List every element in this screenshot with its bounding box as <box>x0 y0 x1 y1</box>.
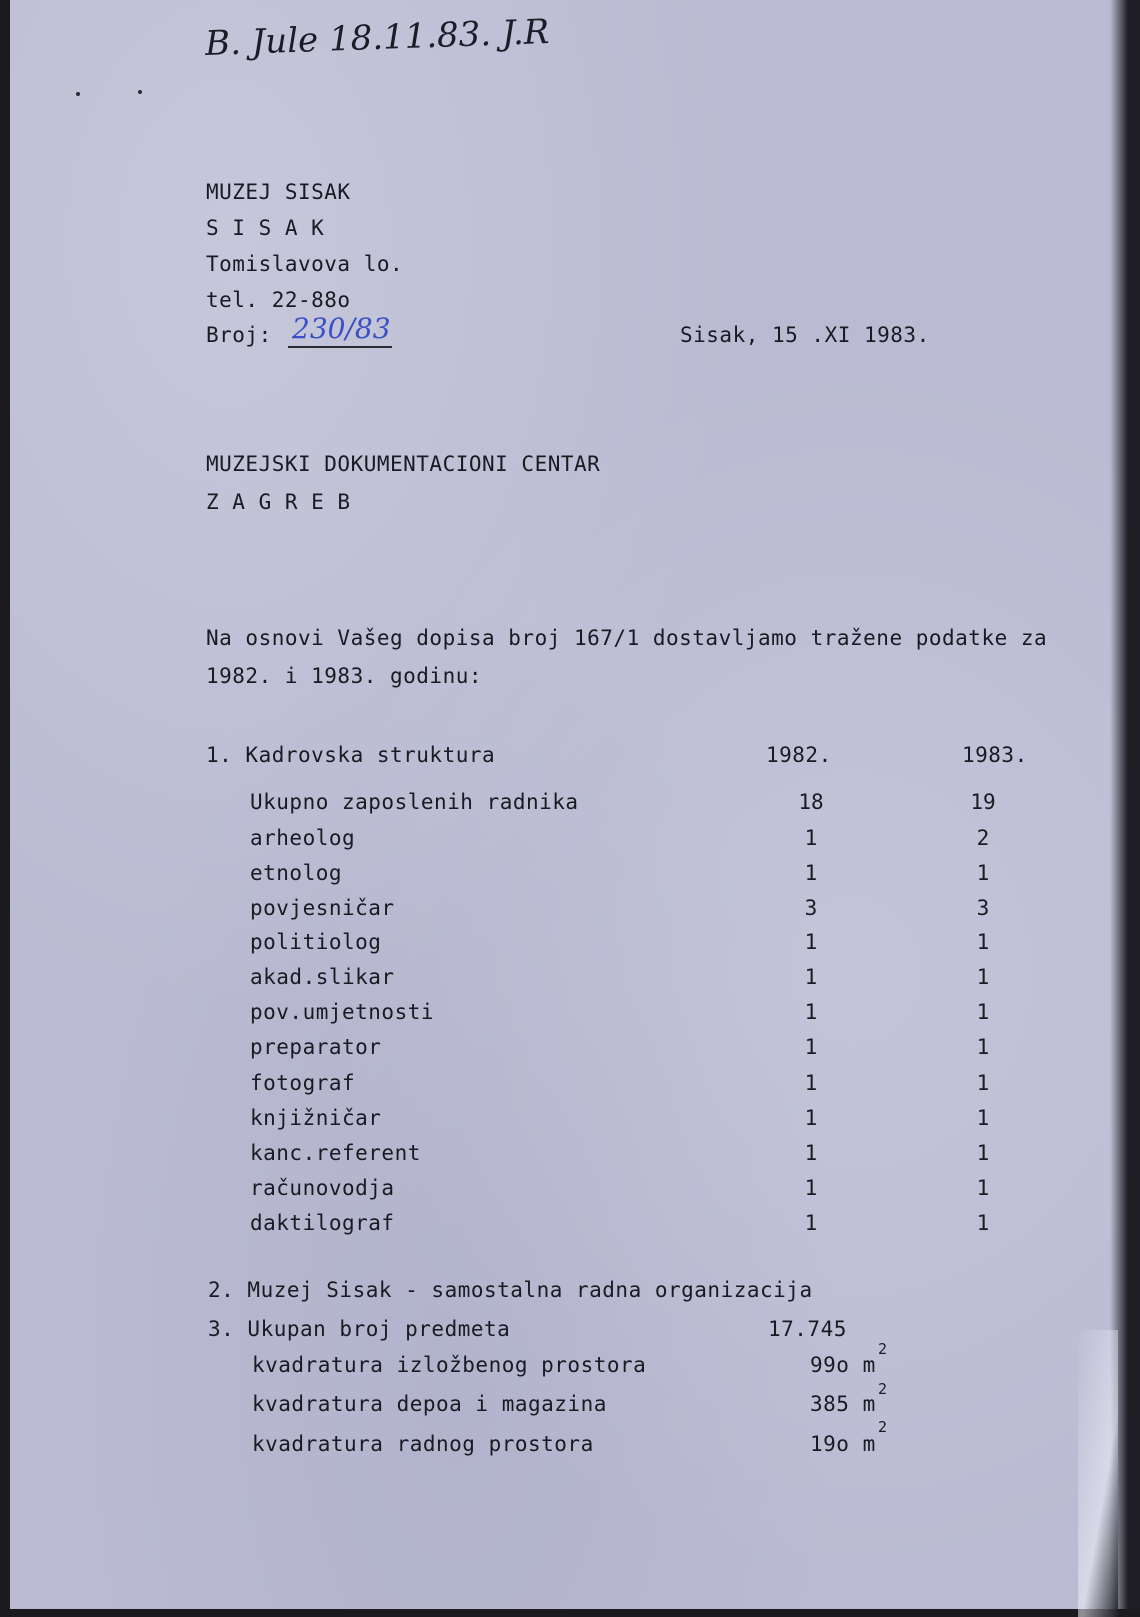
value-1983: 2 <box>976 826 990 850</box>
value-1983: 3 <box>976 896 990 920</box>
recipient-city: Z A G R E B <box>206 490 351 514</box>
punch-mark <box>76 92 80 96</box>
total-items: 17.745 <box>768 1317 847 1341</box>
handwritten-note: B. Jule 18.11.83. J.R <box>204 12 550 64</box>
reference-label: Broj: <box>206 323 272 347</box>
punch-mark <box>138 90 142 94</box>
value-1982: 1 <box>804 1141 818 1165</box>
superscript-2: 2 <box>878 1380 888 1398</box>
value-1982: 1 <box>804 1071 818 1095</box>
area-value: 385 m <box>810 1392 876 1416</box>
row-label: kanc.referent <box>250 1141 421 1165</box>
sender-name: MUZEJ SISAK <box>206 180 351 204</box>
row-label: povjesničar <box>250 896 395 920</box>
year-1982-header: 1982. <box>766 743 832 767</box>
value-1983: 1 <box>976 861 990 885</box>
value-1983: 1 <box>976 1000 990 1024</box>
row-label: preparator <box>250 1035 382 1059</box>
value-1982: 3 <box>804 896 818 920</box>
sender-city: S I S A K <box>206 216 325 240</box>
row-label: fotograf <box>250 1071 356 1095</box>
recipient-name: MUZEJSKI DOKUMENTACIONI CENTAR <box>206 452 601 476</box>
section2-text: 2. Muzej Sisak - samostalna radna organizacija <box>208 1278 813 1302</box>
row-label: arheolog <box>250 826 356 850</box>
area-label: kvadratura izložbenog prostora <box>252 1353 647 1377</box>
scan-edge-left <box>0 0 10 1617</box>
sender-phone: tel. 22-88o <box>206 288 351 312</box>
row-label: knjižničar <box>250 1106 382 1130</box>
letter-date: Sisak, 15 .XI 1983. <box>680 323 930 347</box>
row-label: akad.slikar <box>250 965 395 989</box>
area-label: kvadratura radnog prostora <box>252 1432 594 1456</box>
row-label: računovodja <box>250 1176 395 1200</box>
value-1982: 1 <box>804 1106 818 1130</box>
sender-street: Tomislavova lo. <box>206 252 404 276</box>
value-1982: 1 <box>804 1211 818 1235</box>
value-1982: 1 <box>804 1035 818 1059</box>
value-1983: 19 <box>970 790 996 814</box>
value-1982: 1 <box>804 930 818 954</box>
area-label: kvadratura depoa i magazina <box>252 1392 607 1416</box>
reference-number: 230/83 <box>292 312 391 345</box>
reference-underline <box>288 346 392 348</box>
area-value: 19o m <box>810 1432 876 1456</box>
row-label: etnolog <box>250 861 343 885</box>
row-label: politiolog <box>250 930 382 954</box>
value-1982: 1 <box>804 826 818 850</box>
value-1983: 1 <box>976 1141 990 1165</box>
intro-line-1: Na osnovi Vašeg dopisa broj 167/1 dostavljamo tražene podatke za <box>206 626 1048 650</box>
value-1983: 1 <box>976 1071 990 1095</box>
value-1982: 1 <box>804 1176 818 1200</box>
value-1983: 1 <box>976 1176 990 1200</box>
value-1982: 1 <box>804 861 818 885</box>
value-1982: 18 <box>798 790 824 814</box>
scan-edge-bottom <box>0 1609 1140 1617</box>
section1-title: 1. Kadrovska struktura <box>206 743 496 767</box>
value-1982: 1 <box>804 965 818 989</box>
row-label: pov.umjetnosti <box>250 1000 435 1024</box>
value-1982: 1 <box>804 1000 818 1024</box>
superscript-2: 2 <box>878 1418 888 1436</box>
year-1983-header: 1983. <box>962 743 1028 767</box>
value-1983: 1 <box>976 930 990 954</box>
row-label: Ukupno zaposlenih radnika <box>250 790 579 814</box>
section3-title: 3. Ukupan broj predmeta <box>208 1317 511 1341</box>
value-1983: 1 <box>976 1211 990 1235</box>
value-1983: 1 <box>976 1106 990 1130</box>
superscript-2: 2 <box>878 1340 888 1358</box>
value-1983: 1 <box>976 1035 990 1059</box>
row-label: daktilograf <box>250 1211 395 1235</box>
area-value: 99o m <box>810 1353 876 1377</box>
value-1983: 1 <box>976 965 990 989</box>
paper-fold <box>1078 1330 1118 1617</box>
intro-line-2: 1982. i 1983. godinu: <box>206 664 483 688</box>
